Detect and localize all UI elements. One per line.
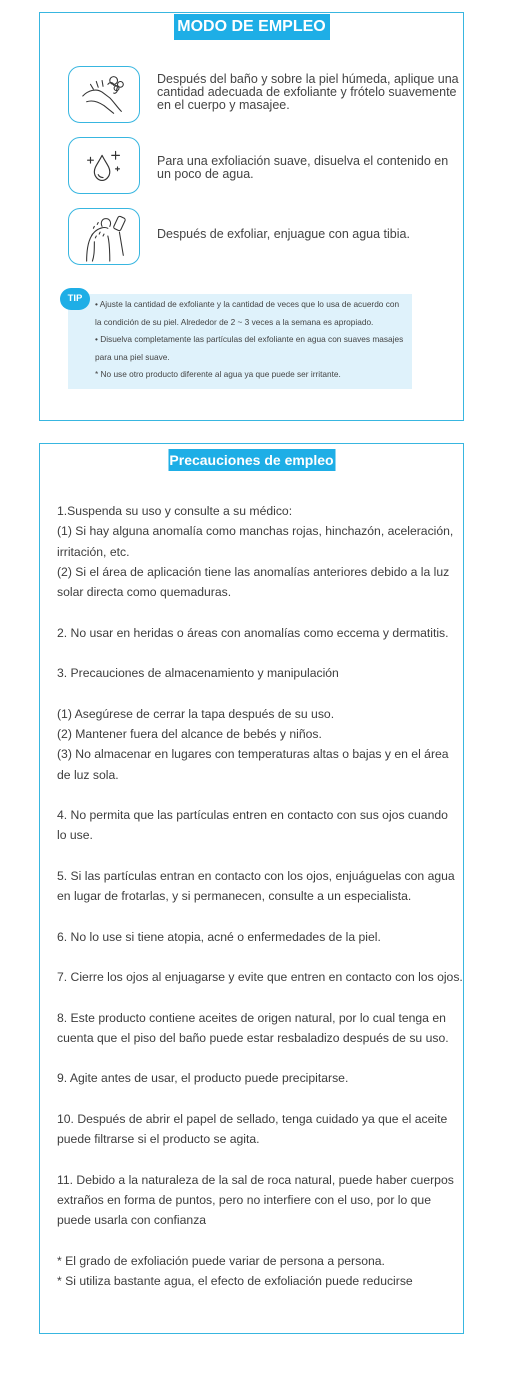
text-line: Para una exfoliación suave, disuelva el contenido en xyxy=(157,154,449,168)
precaution-line: extraños en forma de puntos, pero no interfiere con el uso, por lo que xyxy=(57,1192,431,1207)
precaution-line: de luz sola. xyxy=(57,767,119,782)
precaution-line: 10. Después de abrir el papel de sellado, tenga cuidado ya que el aceite xyxy=(57,1111,448,1126)
usage-step-3 xyxy=(68,208,458,268)
precaution-line: 5. Si las partículas entran en contacto con los ojos, enjuáguelas con agua xyxy=(57,868,455,883)
tip-line: • Ajuste la cantidad de exfoliante y la cantidad de veces que lo usa de acuerdo con xyxy=(95,299,400,309)
precaution-line: 3. Precauciones de almacenamiento y manipulación xyxy=(57,666,339,681)
usage-step-3-text xyxy=(157,228,461,241)
precaution-line: lo use. xyxy=(57,828,93,843)
precaution-line: puede filtrarse si el producto se agita. xyxy=(57,1132,260,1147)
precaution-paragraph xyxy=(57,927,462,947)
usage-step-2-text xyxy=(157,155,461,181)
tip-line: la condición de su piel. Alrededor de 2 ~ 3 veces a la semana es apropiado. xyxy=(95,316,374,327)
precaution-line: 7. Cierre los ojos al enjuagarse y evite que entren en contacto con los ojos. xyxy=(57,970,463,985)
precaution-line: 2. No usar en heridas o áreas con anomalías como eccema y dermatitis. xyxy=(57,625,449,640)
precaution-line: puede usarla con confianza xyxy=(57,1213,207,1228)
tip-line: * No use otro producto diferente al agua ya que puede ser irritante. xyxy=(95,369,341,380)
tip-line: para una piel suave. xyxy=(95,351,170,362)
precaution-line: 4. No permita que las partículas entren en contacto con sus ojos cuando xyxy=(57,808,448,823)
text-line: Después de exfoliar, enjuague con agua tibia. xyxy=(157,227,410,241)
tip-line: • Disuelva completamente las partículas del exfoliante en agua con suaves masajes xyxy=(95,334,404,345)
precautions-panel xyxy=(39,443,464,1334)
precaution-line: * Si utiliza bastante agua, el efecto de exfoliación puede reducirse xyxy=(57,1273,413,1288)
scrub-hand-icon xyxy=(68,66,140,123)
precaution-paragraph xyxy=(57,1109,462,1150)
precaution-line: en lugar de frotarlas, y si permanecen, consulte a un especialista. xyxy=(57,889,412,904)
text-line: un poco de agua. xyxy=(157,167,254,181)
precaution-line: cuenta que el piso del baño puede estar resbaladizo después de su uso. xyxy=(57,1030,449,1045)
text-line: cantidad adecuada de exfoliante y frótelo suavemente xyxy=(157,85,457,99)
precaution-paragraph xyxy=(57,704,462,785)
precaution-line: (2) Mantener fuera del alcance de bebés y niños. xyxy=(57,726,322,741)
text-line: Después del baño y sobre la piel húmeda, aplique una xyxy=(157,72,459,86)
precaution-line: 9. Agite antes de usar, el producto puede precipitarse. xyxy=(57,1071,349,1086)
precaution-line: 1.Suspenda su uso y consulte a su médico: xyxy=(57,504,293,518)
precaution-line: 11. Debido a la naturaleza de la sal de roca natural, puede haber cuerpos xyxy=(57,1172,454,1187)
precaution-paragraph xyxy=(57,967,462,987)
precaution-line: irritación, etc. xyxy=(57,544,130,559)
precaution-paragraph xyxy=(57,1251,462,1292)
precaution-line: (1) Si hay alguna anomalía como manchas rojas, hinchazón, aceleración, xyxy=(57,524,454,539)
precaution-line: (2) Si el área de aplicación tiene las anomalías anteriores debido a la luz xyxy=(57,564,450,579)
precaution-paragraph xyxy=(57,663,462,683)
precaution-paragraph xyxy=(57,1008,462,1049)
tip-badge: TIP xyxy=(60,288,90,310)
precaution-line: (1) Asegúrese de cerrar la tapa después de su uso. xyxy=(57,706,335,721)
usage-step-2 xyxy=(68,137,458,197)
usage-step-1 xyxy=(68,66,458,126)
precaution-line: 8. Este producto contiene aceites de origen natural, por lo cual tenga en xyxy=(57,1010,446,1025)
usage-title: MODO DE EMPLEO xyxy=(174,14,330,40)
precaution-paragraph xyxy=(57,623,462,643)
usage-step-1-text xyxy=(157,73,461,112)
water-drop-sparkle-icon xyxy=(68,137,140,194)
precaution-paragraph xyxy=(57,1068,462,1088)
usage-panel xyxy=(39,12,464,421)
precaution-paragraph xyxy=(57,1170,462,1231)
tip-box xyxy=(68,294,412,389)
precaution-line: 6. No lo use si tiene atopia, acné o enfermedades de la piel. xyxy=(57,929,381,944)
precaution-line: (3) No almacenar en lugares con temperaturas altas o bajas y en el área xyxy=(57,747,449,762)
precautions-title: Precauciones de empleo xyxy=(168,449,335,471)
shower-body-icon xyxy=(68,208,140,265)
precaution-paragraph xyxy=(57,805,462,846)
precaution-line: solar directa como quemaduras. xyxy=(57,585,232,600)
precautions-list xyxy=(57,501,462,1311)
precaution-paragraph xyxy=(57,501,462,602)
precaution-line: * El grado de exfoliación puede variar de persona a persona. xyxy=(57,1253,385,1268)
text-line: en el cuerpo y masajee. xyxy=(157,98,290,112)
precaution-paragraph xyxy=(57,866,462,907)
